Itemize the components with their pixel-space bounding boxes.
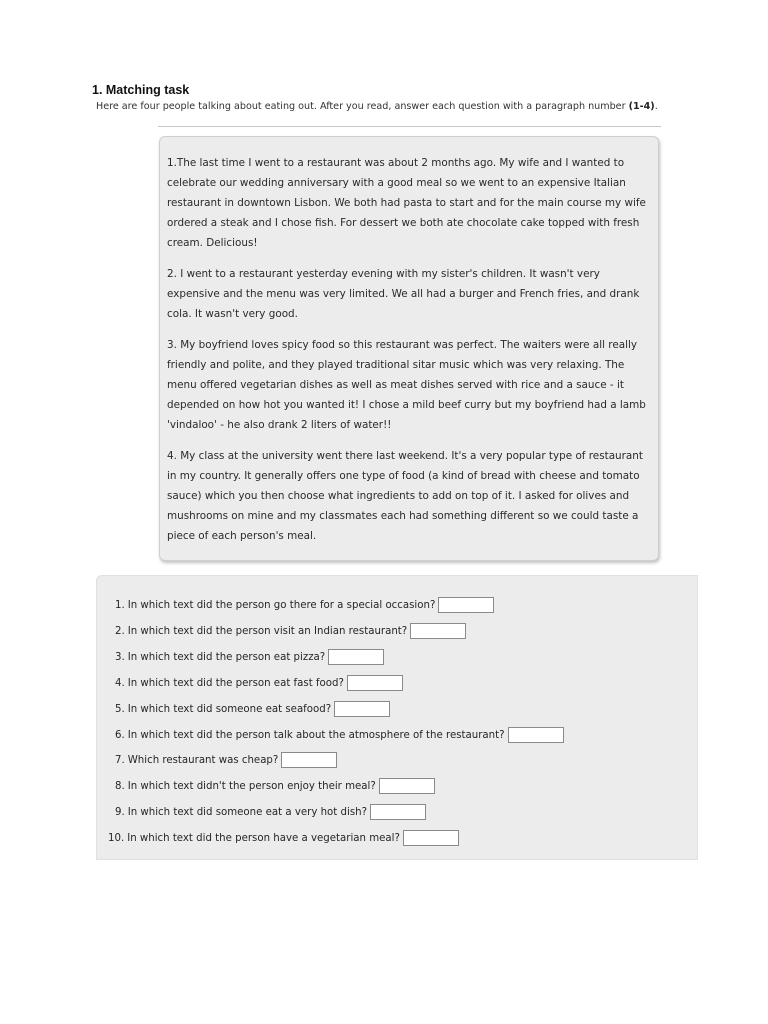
question-text: In which text did the person have a vegetarian meal? — [127, 832, 400, 844]
question-text: In which text didn't the person enjoy their meal? — [127, 780, 376, 792]
question-number: 4. — [115, 677, 125, 689]
question-number: 10. — [108, 832, 125, 844]
question-text: In which text did the person go there for a special occasion? — [127, 599, 436, 611]
passage-4: 4. My class at the university went there last weekend. It's a very popular type of restaurant in my country. It generally offers one type of food (a kind of bread with cheese and tomato sauce) which you then choose what ingredients to add on top of it. I asked for olives and mushrooms on mine and my classmates each had something different so we could taste a piece of each person's meal. — [167, 450, 643, 542]
question-text: In which text did someone eat seafood? — [127, 703, 332, 715]
question-number: 5. — [115, 703, 125, 715]
question-number: 1. — [115, 599, 125, 611]
question-number: 2. — [115, 625, 125, 637]
instructions-text: Here are four people talking about eating out. After you read, answer each question with a paragraph number — [96, 101, 629, 112]
question-number: 6. — [115, 729, 125, 741]
instructions-end: . — [654, 101, 658, 112]
question-text: In which text did the person visit an Indian restaurant? — [127, 625, 408, 637]
question-row — [115, 675, 403, 691]
question-row — [115, 701, 390, 717]
passage-1: 1.The last time I went to a restaurant was about 2 months ago. My wife and I wanted to celebrate our wedding anniversary with a good meal so we went to an expensive Italian restaurant in downtown Lisbon. We both had pasta to start and for the main course my wife ordered a steak and I chose fish. For dessert we both ate chocolate cake topped with fresh cream. Delicious! — [167, 157, 646, 249]
answer-input[interactable] — [379, 778, 435, 794]
answer-input[interactable] — [334, 701, 390, 717]
question-number: 3. — [115, 651, 125, 663]
question-text: In which text did the person eat fast food? — [127, 677, 344, 689]
question-row — [115, 804, 426, 820]
passage-3: 3. My boyfriend loves spicy food so this restaurant was perfect. The waiters were all really friendly and polite, and they played traditional sitar music which was very relaxing. The menu offered vegetarian dishes as well as meat dishes served with rice and a sauce - it depended on how hot you wanted it! I chose a mild beef curry but my boyfriend had a lamb 'vindaloo' - he also drank 2 liters of water!! — [167, 339, 646, 431]
answer-input[interactable] — [508, 727, 564, 743]
question-row — [115, 778, 435, 794]
answer-input[interactable] — [410, 623, 466, 639]
answer-input[interactable] — [347, 675, 403, 691]
question-row — [115, 752, 337, 768]
answer-input[interactable] — [281, 752, 337, 768]
answer-input[interactable] — [328, 649, 384, 665]
question-row — [115, 623, 466, 639]
divider — [158, 126, 661, 127]
question-number: 7. — [115, 754, 125, 766]
answer-input[interactable] — [438, 597, 494, 613]
question-row — [115, 727, 564, 743]
answer-input[interactable] — [370, 804, 426, 820]
question-text: In which text did the person eat pizza? — [127, 651, 326, 663]
question-number: 9. — [115, 806, 125, 818]
question-number: 8. — [115, 780, 125, 792]
task-title: 1. Matching task — [92, 83, 190, 97]
question-row — [115, 649, 384, 665]
question-row — [108, 830, 459, 846]
question-text: In which text did someone eat a very hot dish? — [127, 806, 367, 818]
question-row — [115, 597, 494, 613]
instructions-range: (1-4) — [628, 101, 655, 112]
answer-input[interactable] — [403, 830, 459, 846]
reading-passages-box — [159, 136, 659, 561]
passage-2: 2. I went to a restaurant yesterday evening with my sister's children. It wasn't very expensive and the menu was very limited. We all had a burger and French fries, and drank cola. It wasn't very good. — [167, 268, 640, 320]
task-instructions — [96, 101, 658, 112]
question-text: Which restaurant was cheap? — [127, 754, 279, 766]
question-text: In which text did the person talk about the atmosphere of the restaurant? — [127, 729, 505, 741]
